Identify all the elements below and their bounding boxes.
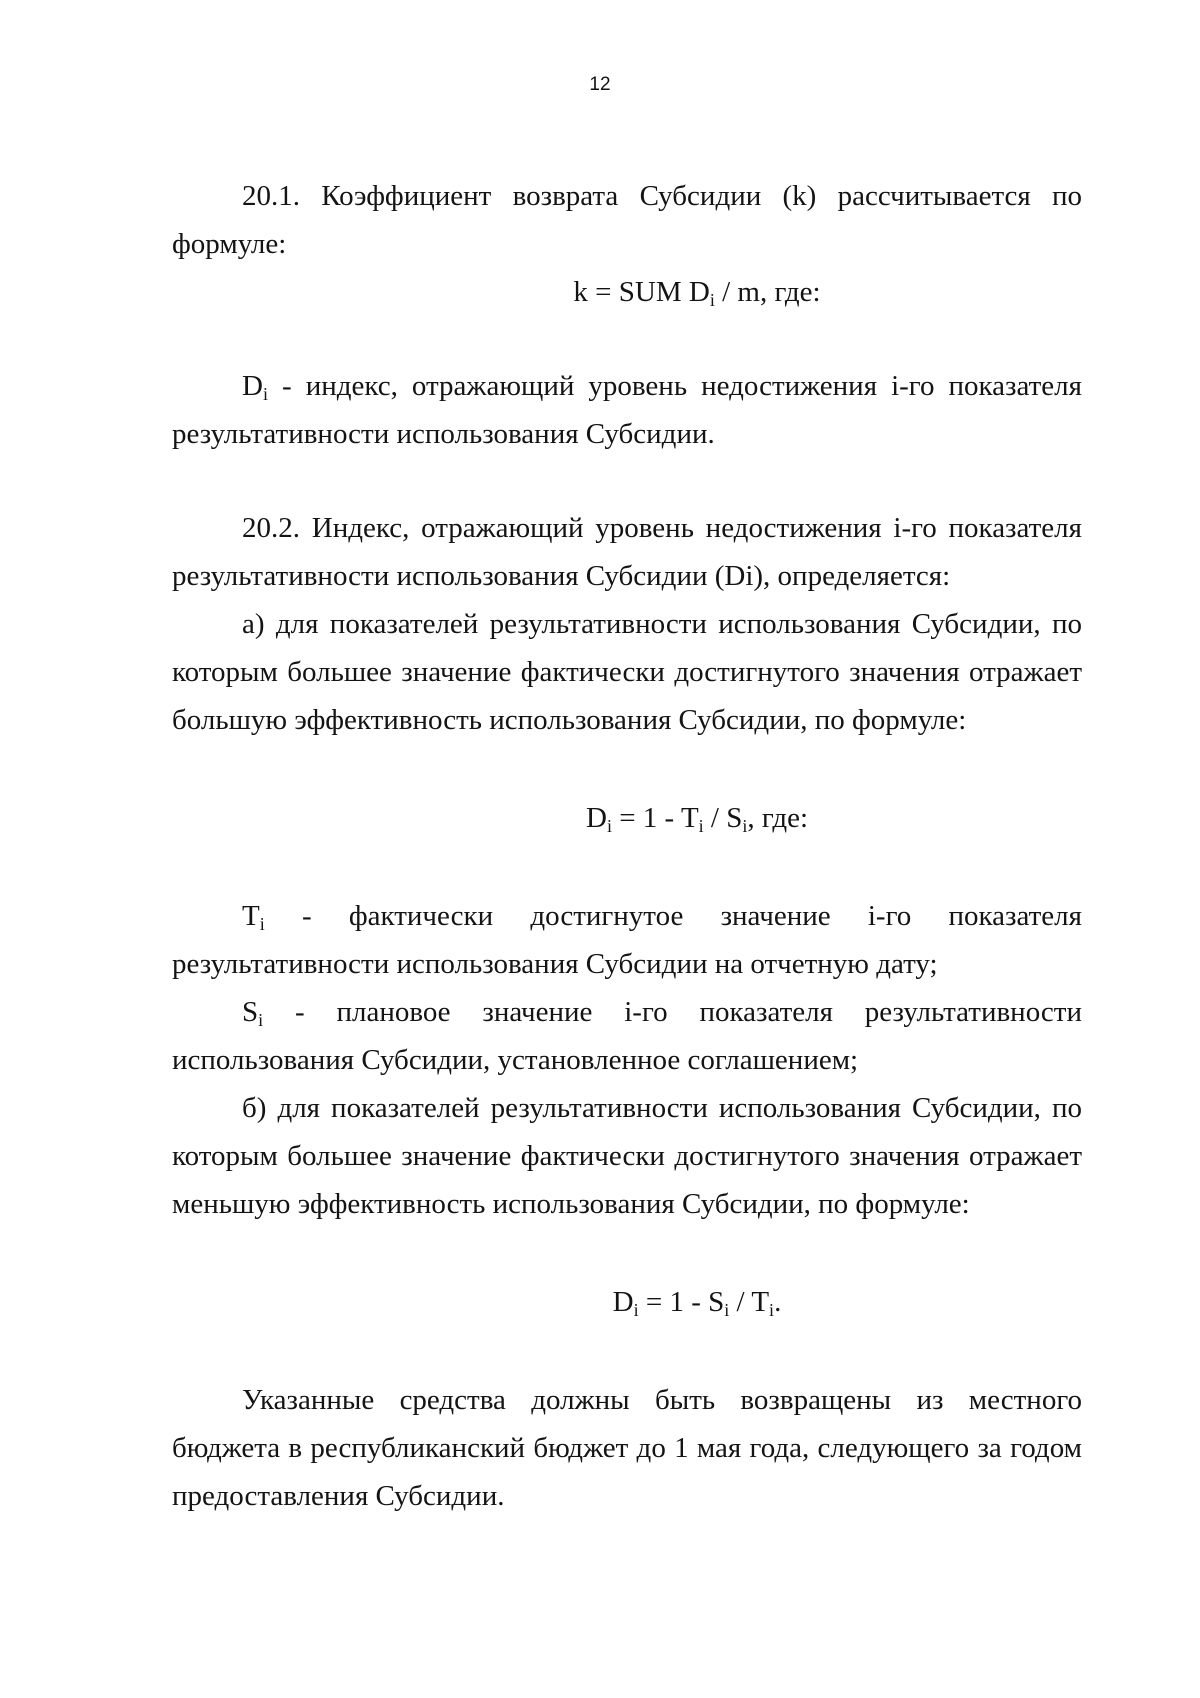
formula-di-a-part-a: D [585, 802, 607, 834]
formula-di-b-part-c: / T [729, 1286, 770, 1318]
formula-di-a-part-b: = 1 - T [611, 802, 699, 834]
formula-di-b [172, 1278, 1082, 1326]
si-word: плановое [336, 996, 451, 1028]
si-symbol-sub: i [258, 1010, 264, 1030]
formula-di-a-part-d: , где: [747, 802, 809, 834]
formula-k-part-b: / m, где: [714, 276, 821, 308]
ti-symbol-letter: T [242, 900, 260, 932]
ti-word: показателя [948, 900, 1082, 932]
ti-word: фактически [348, 900, 494, 932]
si-definition-line1 [172, 988, 1082, 1036]
paragraph-20-1-line1: 20.1. Коэффициент возврата Субсидии (k) рассчитывается по [242, 180, 1082, 212]
formula-k-part-a: k = SUM D [573, 276, 710, 308]
formula-k-sub: i [709, 290, 715, 310]
di-definition-text: - индекс, отражающий уровень недостижения i-го показателя результативности использования Субсидии. [172, 370, 1082, 450]
formula-k [172, 268, 1082, 316]
ti-definition-line2: результативности использования Субсидии на отчетную дату; [172, 948, 938, 980]
si-word: i-го [624, 996, 668, 1028]
formula-di-a-sub2: i [698, 816, 704, 836]
ti-definition-line1 [172, 892, 1082, 940]
formula-di-b-part-d: . [774, 1286, 782, 1318]
formula-di-b-part-b: = 1 - S [638, 1286, 725, 1318]
formula-di-a-part-c: / S [703, 802, 743, 834]
si-symbol [242, 988, 263, 1036]
ti-symbol-sub: i [259, 914, 265, 934]
document-body [172, 172, 1082, 1520]
si-word: показателя [699, 996, 833, 1028]
formula-di-b-sub3: i [769, 1300, 775, 1320]
formula-di-b-part-a: D [612, 1286, 634, 1318]
formula-di-a-sub1: i [606, 816, 612, 836]
paragraph-di-definition [172, 362, 1082, 458]
ti-word: i-го [867, 900, 912, 932]
paragraph-20-1 [172, 172, 1082, 220]
formula-di-b-sub2: i [724, 1300, 730, 1320]
paragraph-20-1-line2: формуле: [172, 228, 287, 260]
si-word: - [294, 996, 305, 1028]
ti-word: достигнутое [530, 900, 684, 932]
formula-di-a-sub3: i [742, 816, 748, 836]
si-symbol-letter: S [242, 996, 259, 1028]
di-symbol-sub: i [262, 384, 268, 404]
formula-di-b-sub1: i [633, 1300, 639, 1320]
paragraph-a: а) для показателей результативности использования Субсидии, по которым большее значение фактически достигнутого значения отражает большую эффективность использования Субсидии, по формуле: [172, 608, 1082, 736]
si-word: значение [482, 996, 593, 1028]
si-definition-line2: использования Субсидии, установленное соглашением; [172, 1044, 859, 1076]
page-number: 12 [589, 74, 611, 95]
di-symbol: D [242, 370, 263, 402]
si-word: результативности [864, 996, 1082, 1028]
paragraph-20-2: 20.2. Индекс, отражающий уровень недостижения i-го показателя результативности использования Субсидии (Di), определяется: [172, 512, 1082, 592]
ti-word: значение [720, 900, 831, 932]
ti-word: - [301, 900, 312, 932]
paragraph-return-funds: Указанные средства должны быть возвращены из местного бюджета в республиканский бюджет до 1 мая года, следующего за годом предоставления Субсидии. [172, 1384, 1082, 1512]
ti-symbol [242, 892, 265, 940]
paragraph-b: б) для показателей результативности использования Субсидии, по которым большее значение фактически достигнутого значения отражает меньшую эффективность использования Субсидии, по формуле: [172, 1092, 1082, 1220]
formula-di-a [172, 794, 1082, 842]
